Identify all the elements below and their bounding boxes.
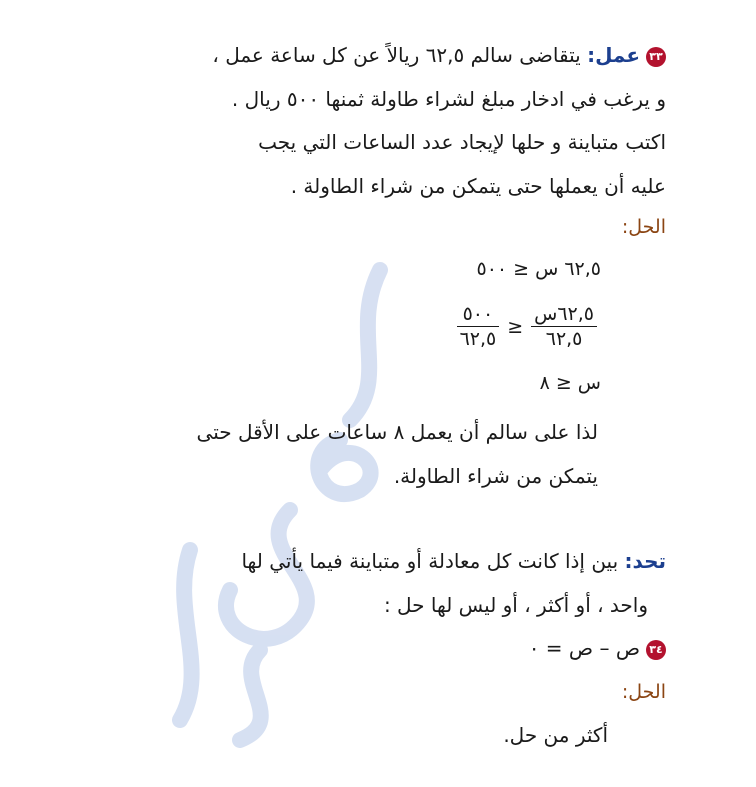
- problem-34-equation: ص – ص = ٠: [528, 636, 640, 660]
- left-denominator: ٦٢,٥: [545, 328, 583, 350]
- left-numerator: ٦٢,٥س: [531, 303, 597, 327]
- conclusion-line-2: يتمكن من شراء الطاولة.: [393, 464, 598, 488]
- inequality-operator: ≤: [507, 315, 524, 338]
- signature-watermark: [150, 250, 450, 750]
- challenge-line-2: واحد ، أو أكثر ، أو ليس لها حل :: [383, 593, 648, 617]
- problem-34-solution-label: الحل:: [621, 681, 666, 703]
- problem-33-line-4: عليه أن يعملها حتى يتمكن من شراء الطاولة .: [290, 174, 666, 198]
- problem-33-keyword: عمل:: [587, 43, 640, 67]
- problem-33-solution-label: الحل:: [621, 216, 666, 238]
- problem-34-answer: أكثر من حل.: [503, 723, 608, 747]
- problem-33-line-1: [212, 40, 666, 70]
- challenge-keyword: تحد:: [624, 549, 666, 573]
- solution-step-2: [453, 303, 601, 350]
- conclusion-line-1: لذا على سالم أن يعمل ٨ ساعات على الأقل حتى: [196, 420, 598, 444]
- right-denominator: ٦٢,٥: [459, 328, 497, 350]
- right-fraction: [457, 303, 500, 350]
- left-fraction: [531, 303, 597, 350]
- problem-34-number-badge: ٣٤: [646, 640, 666, 660]
- challenge-text-1: بين إذا كانت كل معادلة أو متباينة فيما يأتي لها: [241, 549, 619, 573]
- solution-step-3: س ≤ ٨: [539, 372, 601, 394]
- problem-33-line-2: و يرغب في ادخار مبلغ لشراء طاولة ثمنها ٥٠٠ ريال .: [231, 87, 666, 111]
- solution-step-1: ٦٢,٥ س ≤ ٥٠٠: [476, 258, 601, 280]
- challenge-line-1: [241, 546, 666, 576]
- problem-33-line-3: اكتب متباينة و حلها لإيجاد عدد الساعات التي يجب: [258, 130, 666, 154]
- problem-33-text-1: يتقاضى سالم ٦٢,٥ ريالاً عن كل ساعة عمل ،: [212, 43, 581, 67]
- problem-34-line: [529, 633, 666, 663]
- problem-33-number-badge: ٣٣: [646, 47, 666, 67]
- right-numerator: ٥٠٠: [457, 303, 500, 327]
